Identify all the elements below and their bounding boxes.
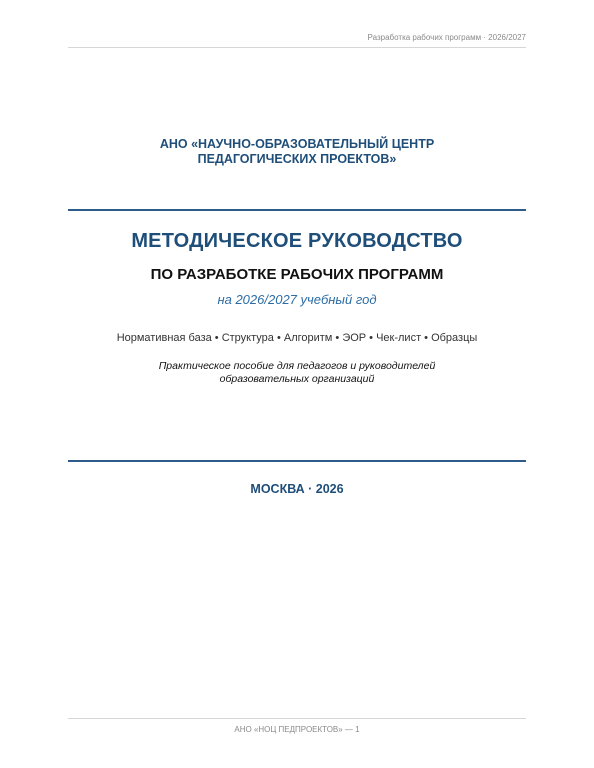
topics-list: Нормативная база • Структура • Алгоритм • ЭОР • Чек-лист • Образцы	[116, 332, 478, 344]
running-footer: АНО «НОЦ ПЕДПРОЕКТОВ» — 1	[234, 725, 360, 734]
footer-divider	[68, 718, 526, 719]
target-audience-line-1: Практическое пособие для педагогов и руководителей	[158, 360, 436, 372]
organization-name-line-2: ПЕДАГОГИЧЕСКИХ ПРОЕКТОВ»	[197, 152, 397, 166]
bottom-divider	[68, 460, 526, 462]
target-audience	[100, 360, 494, 386]
organization-name	[68, 137, 526, 167]
academic-year: на 2026/2027 учебный год	[217, 292, 377, 307]
target-audience-line-2: образовательных организаций	[219, 373, 375, 385]
city-and-year: МОСКВА · 2026	[250, 482, 344, 496]
top-divider	[68, 209, 526, 211]
document-subtitle: ПО РАЗРАБОТКЕ РАБОЧИХ ПРОГРАММ	[150, 266, 444, 283]
running-header: Разработка рабочих программ · 2026/2027	[367, 33, 526, 42]
organization-name-line-1: АНО «НАУЧНО-ОБРАЗОВАТЕЛЬНЫЙ ЦЕНТР	[159, 137, 435, 151]
header-divider	[68, 47, 526, 48]
document-title: МЕТОДИЧЕСКОЕ РУКОВОДСТВО	[131, 230, 463, 252]
